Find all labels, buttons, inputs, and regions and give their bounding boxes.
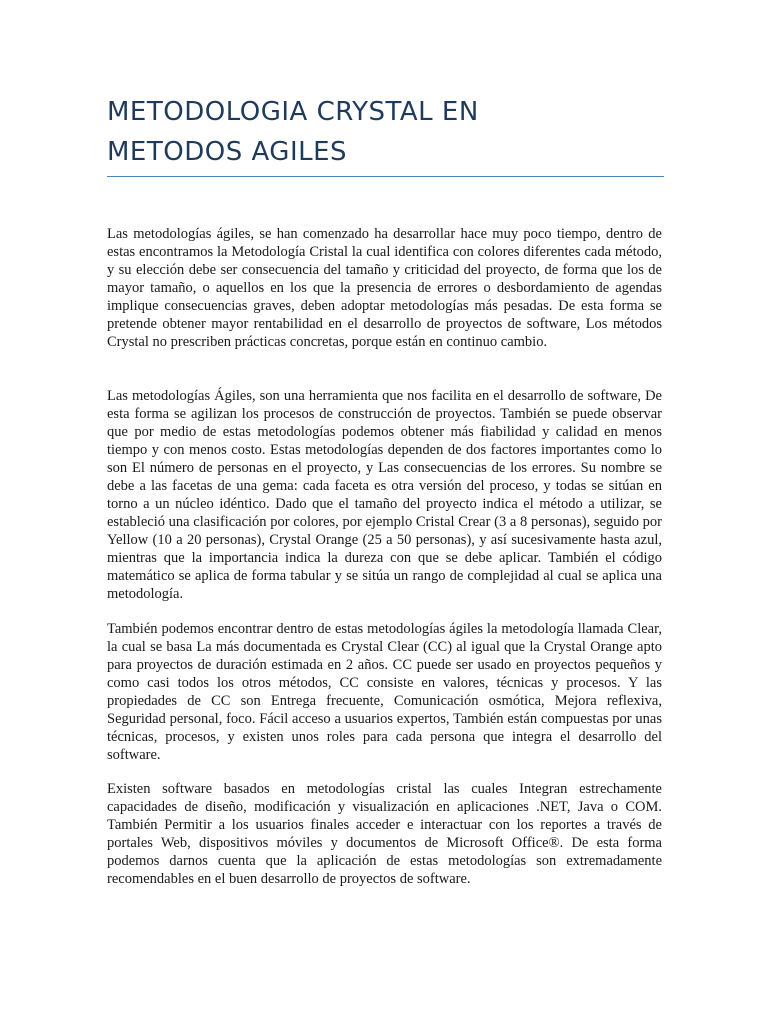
title-divider [107,176,664,177]
document-title: METODOLOGIA CRYSTAL EN METODOS AGILES [107,97,479,167]
paragraph-crystal-clear: También podemos encontrar dentro de estas metodologías ágiles la metodología llamada Clear, la cual se basa La más documentada es Crystal Clear (CC) al igual que la Crystal Orange apto para proyectos de duración estimada en 2 años. CC puede ser usado en proyectos pequeños y como casi todos los otros métodos, CC consiste en valores, técnicas y procesos. Y las propiedades de CC son Entrega frecuente, Comunicación osmótica, Mejora reflexiva, Seguridad personal, foco. Fácil acceso a usuarios expertos, También están compuestas por unas técnicas, procesos, y existen unos roles para cada persona que integra el desarrollo del software. [107,621,662,763]
paragraph-software: Existen software basados en metodologías cristal las cuales Integran estrechamente capacidades de diseño, modificación y visualización en aplicaciones .NET, Java o COM. También Permitir a los usuarios finales acceder e interactuar con los reportes a través de portales Web, dispositivos móviles y documentos de Microsoft Office®. De esta forma podemos darnos cuenta que la aplicación de estas metodologías son extremadamente recomendables en el buen desarrollo de proyectos de software. [107,781,662,887]
paragraph-agile-methods: Las metodologías Ágiles, son una herramienta que nos facilita en el desarrollo de software, De esta forma se agilizan los procesos de construcción de proyectos. También se puede observar que por medio de estas metodologías podemos obtener más fiabilidad y calidad en menos tiempo y con menos costo. Estas metodologías dependen de dos factores importantes como lo son El número de personas en el proyecto, y Las consecuencias de los errores. Su nombre se debe a las facetas de una gema: cada faceta es otra versión del proceso, y todas se sitúan en torno a un núcleo idéntico. Dado que el tamaño del proyecto indica el método a utilizar, se estableció una clasificación por colores, por ejemplo Cristal Crear (3 a 8 personas), seguido por Yellow (10 a 20 personas), Crystal Orange (25 a 50 personas), y así sucesivamente hasta azul, mientras que la importancia indica la dureza con que se debe aplicar. También el código matemático se aplica de forma tabular y se sitúa un rango de complejidad al cual se aplica una metodología. [107,388,662,602]
paragraph-intro: Las metodologías ágiles, se han comenzado ha desarrollar hace muy poco tiempo, dentro de estas encontramos la Metodología Cristal la cual identifica con colores diferentes cada método, y su elección debe ser consecuencia del tamaño y criticidad del proyecto, de forma que los de mayor tamaño, o aquellos en los que la presencia de errores o desbordamiento de agendas implique consecuencias graves, deben adoptar metodologías más pesadas. De esta forma se pretende obtener mayor rentabilidad en el desarrollo de proyectos de software, Los métodos Crystal no prescriben prácticas concretas, porque están en continuo cambio. [107,226,662,350]
